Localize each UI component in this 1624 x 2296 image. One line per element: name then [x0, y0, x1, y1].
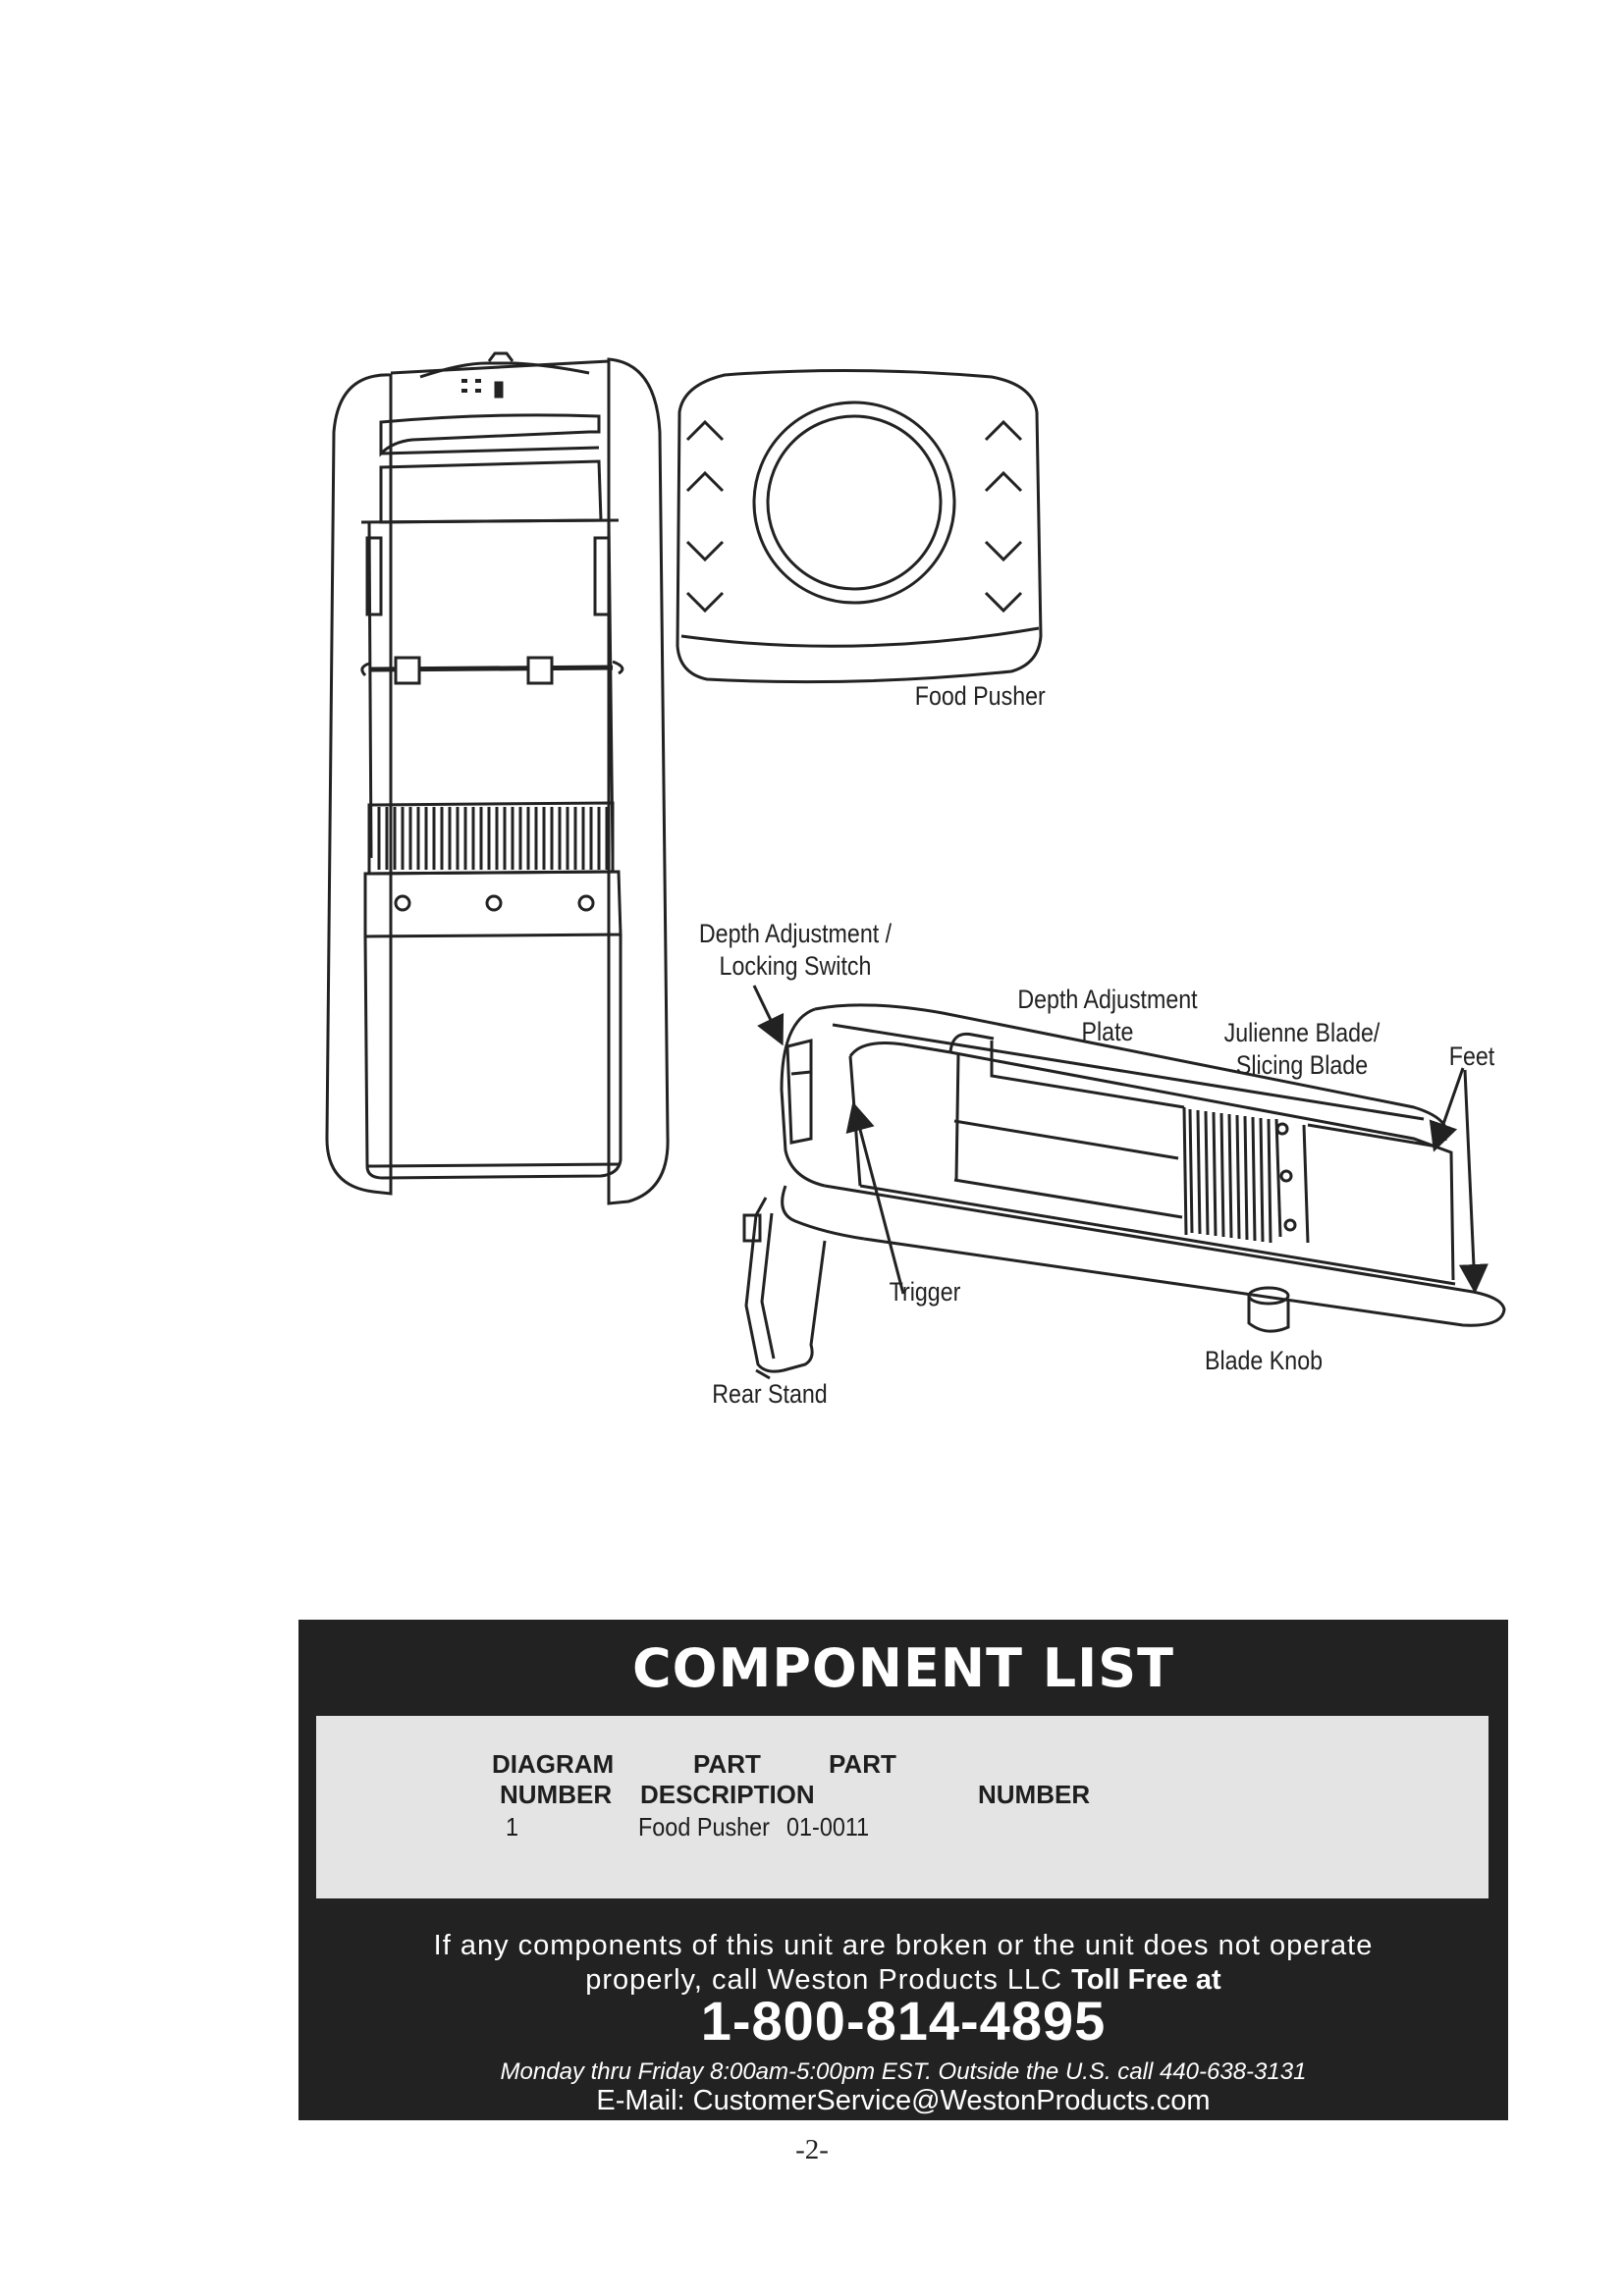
- angled-details: [744, 1124, 1295, 1378]
- header-number: NUMBER: [500, 1780, 613, 1809]
- label-trigger: Trigger: [889, 1277, 961, 1307]
- row-description: Food Pusher: [638, 1812, 770, 1842]
- slicer-top-view: [327, 353, 668, 1203]
- label-line: Depth Adjustment: [1017, 985, 1198, 1014]
- label-line: Slicing Blade: [1235, 1050, 1369, 1080]
- contact-email: E-Mail: CustomerService@WestonProducts.com: [596, 2085, 1211, 2116]
- component-table: [316, 1716, 1489, 1898]
- contact-message: If any components of this unit are broken or the unit does not operate: [433, 1930, 1374, 1961]
- component-list-panel: [298, 1620, 1508, 2120]
- food-pusher-drawing: [677, 370, 1041, 681]
- label-blade-knob: Blade Knob: [1204, 1346, 1324, 1375]
- page-number: -2-: [795, 2134, 829, 2165]
- label-line: Plate: [1081, 1017, 1134, 1046]
- label-line: Julienne Blade/: [1223, 1018, 1380, 1047]
- label-rear-stand: Rear Stand: [712, 1379, 828, 1409]
- toll-free-label: Toll Free at: [1071, 1964, 1221, 1996]
- row-diagram-number: 1: [506, 1812, 519, 1842]
- label-julienne-slicing-blade: [1218, 1017, 1386, 1082]
- blade-teeth-top: [379, 807, 607, 870]
- label-food-pusher: Food Pusher: [914, 681, 1046, 711]
- row-part-number: 01-0011: [786, 1812, 870, 1842]
- header-part-2: PART: [829, 1749, 896, 1779]
- blade-plate-top: [365, 872, 621, 1178]
- header-part-number: NUMBER: [978, 1780, 1091, 1809]
- label-line: Locking Switch: [719, 951, 872, 981]
- blade-teeth-angled: [1190, 1109, 1271, 1243]
- phone-number: 1-800-814-4895: [700, 1990, 1107, 2052]
- label-depth-adjustment-plate: [1014, 984, 1200, 1048]
- component-list-title: COMPONENT LIST: [632, 1637, 1174, 1699]
- contact-call-text: properly, call Weston Products LLC: [585, 1964, 1072, 1996]
- label-depth-adjustment-locking-switch: [692, 918, 898, 983]
- header-part-1: PART: [693, 1749, 761, 1779]
- header-description: DESCRIPTION: [640, 1780, 815, 1809]
- label-line: Depth Adjustment /: [698, 919, 893, 948]
- header-diagram: DIAGRAM: [492, 1749, 615, 1779]
- office-hours: Monday thru Friday 8:00am-5:00pm EST. Outside the U.S. call 440-638-3131: [500, 2058, 1307, 2085]
- label-feet: Feet: [1448, 1041, 1495, 1071]
